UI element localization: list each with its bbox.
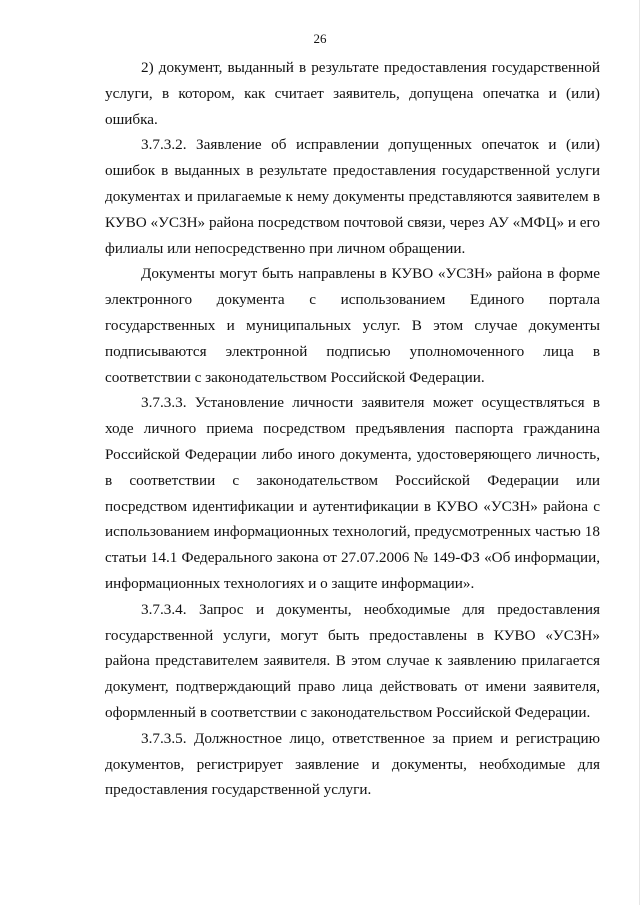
paragraph-3-7-3-4: 3.7.3.4. Запрос и документы, необходимые для предоставления государственной услуги, могут быть предоставлены в КУВО «УСЗН» района представителем заявителя. В этом случае к заявлению прилагается документ, подтверждающий право лица действовать от имени заявителя, оформленный в соответствии с законодательством Российской Федерации. (105, 600, 600, 721)
paragraph-3-7-3-3: 3.7.3.3. Установление личности заявителя может осуществляться в ходе личного приема посредством предъявления паспорта гражданина Российской Федерации либо иного документа, удостоверяющего личность, в соответствии с законодательством Российской Федерации или посредством идентификации и аутентификации в КУВО «УСЗН» района с использованием информационных технологий, предусмотренных частью 18 статьи 14.1 Федерального закона от 27.07.2006 № 149-ФЗ «Об информации, информационных технологиях и о защите информации». (105, 394, 600, 592)
paragraph-3-7-3-5: 3.7.3.5. Должностное лицо, ответственное за прием и регистрацию документов, регистрирует заявление и документы, необходимые для предоставления государственной услуги. (105, 729, 600, 799)
paragraph-item-2: 2) документ, выданный в результате предоставления государственной услуги, в котором, как считает заявитель, допущена опечатка и (или) ошибка. (105, 59, 600, 128)
document-body (105, 55, 600, 803)
paragraph-3-7-3-2: 3.7.3.2. Заявление об исправлении допущенных опечаток и (или) ошибок в выданных в результате предоставления государственной услуги документах и прилагаемые к нему документы представляются заявителем в КУВО «УСЗН» района посредством почтовой связи, через АУ «МФЦ» и его филиалы или непосредственно при личном обращении. (105, 136, 600, 257)
page-number: 26 (313, 31, 327, 46)
paragraph-electronic-submission: Документы могут быть направлены в КУВО «УСЗН» района в форме электронного документа с использованием Единого портала государственных и муниципальных услуг. В этом случае документы подписываются электронной подписью уполномоченного лица в соответствии с законодательством Российской Федерации. (105, 265, 600, 386)
